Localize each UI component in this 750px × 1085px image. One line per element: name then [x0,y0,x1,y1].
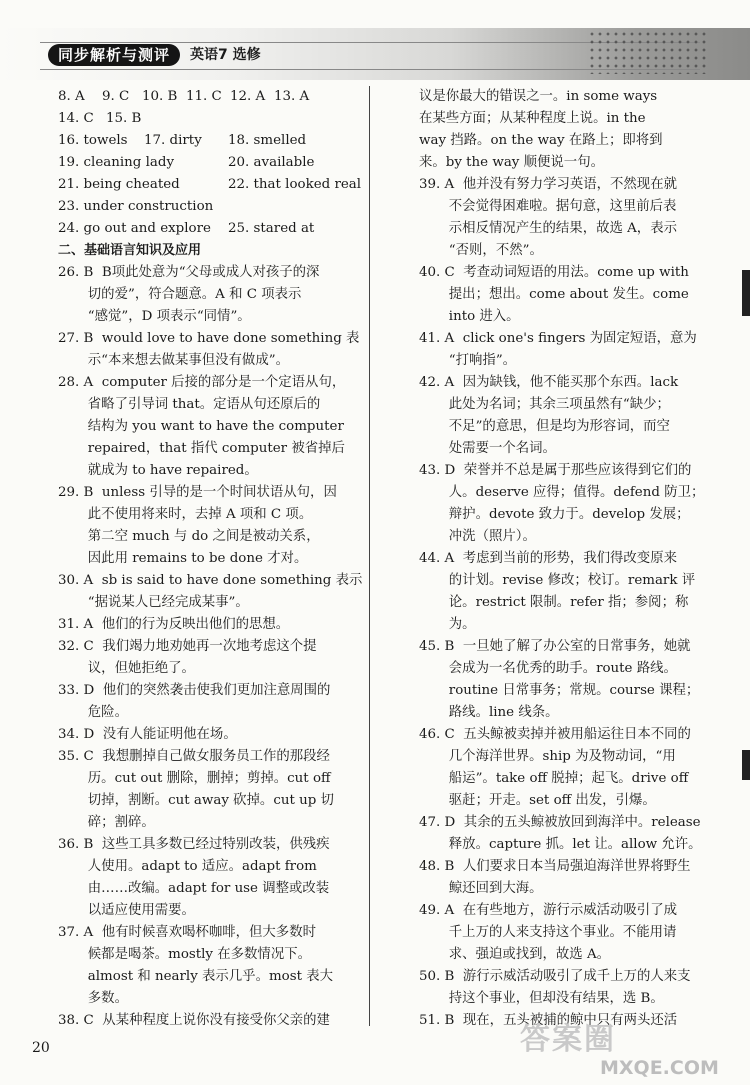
text-line: 冲洗（照片）。 [419,529,536,544]
text-line: 32. C 我们竭力地劝她再一次地考虑这个提 [58,639,317,654]
text-line: 31. A 他们的行为反映出他们的思想。 [58,617,290,632]
text-line: 36. B 这些工具多数已经过特别改装，供残疾 [58,837,330,852]
text-line: 由……改编。adapt for use 调整或改装 [58,881,330,896]
text-line: 就成为 to have repaired。 [58,463,258,478]
answer-item: 13. A [274,89,310,104]
section-heading: 二、基础语言知识及应用 [58,243,202,258]
edge-mark [742,750,750,780]
text-line: 因此用 remains to be done 才对。 [58,551,308,566]
answer-item: 14. C [58,111,94,126]
text-line: 切掉，割断。cut away 砍掉。cut up 切 [58,793,334,808]
book-title: 同步解析与测评 [48,44,180,66]
text-line: into 进入。 [419,309,520,324]
text-line: “打响指”。 [419,353,517,368]
answer-item: 8. A [58,89,85,104]
text-line: 40. C 考查动词短语的用法。come up with [419,265,689,280]
text-line [58,86,354,108]
text-line: 会成为一名优秀的助手。route 路线。 [419,661,677,676]
text-line [58,174,362,196]
text-line: 结构为 you want to have the computer [58,419,344,434]
text-line: 几个海洋世界。ship 为及物动词，“用 [419,749,676,764]
text-line: routine 日常事务；常规。course 课程； [419,683,700,698]
answer-item: 23. under construction [58,199,214,214]
text-line: 不足”的意思，但是均为形容词，而空 [419,419,670,434]
text-line: “感觉”，D 项表示“同情”。 [58,309,251,324]
answer-item: 25. stared at [228,221,315,236]
text-line: 千上万的人来支持这个事业。不能用请 [419,925,677,940]
text-line: 示相反情况产生的结果，故选 A，表示 [419,221,677,236]
text-line [58,196,354,218]
text-line: 候都是喝茶。mostly 在多数情况下。 [58,947,311,962]
text-line: 鲸还回到大海。 [419,881,543,896]
answer-item: 19. cleaning lady [58,155,175,170]
text-line: 27. B would love to have done something 表 [58,331,360,346]
text-line: 碎；割碎。 [58,815,155,830]
text-line: 在某些方面；从某种程度上说。in the [419,111,646,126]
watermark-logo: 答案圈 [520,1022,616,1057]
text-line: 切的爱”，符合题意。A 和 C 项表示 [58,287,302,302]
text-line [58,218,354,240]
column-divider [369,86,370,1026]
subject-label: 英语7 选修 [190,47,261,63]
answer-item: 10. B [142,89,178,104]
text-line: 41. A click one's fingers 为固定短语，意为 [419,331,697,346]
answer-item: 20. available [228,155,315,170]
text-line: 示“本来想去做某事但没有做成”。 [58,353,289,368]
page-number: 20 [32,1040,50,1056]
text-line: 46. C 五头鲸被卖掉并被用船运往日本不同的 [419,727,691,742]
text-line: 第二空 much 与 do 之间是被动关系， [58,529,320,544]
text-line [58,130,354,152]
text-line: 50. B 游行示威活动吸引了成千上万的人来支 [419,969,691,984]
text-line: 为。 [419,617,476,632]
text-line [58,152,354,174]
text-line: 历。cut out 删除，删掉；剪掉。cut off [58,771,331,786]
answer-item: 16. towels [58,133,128,148]
text-line: 30. A sb is said to have done something 表示 [58,573,363,588]
text-line: 38. C 从某种程度上说你没有接受你父亲的建 [58,1013,330,1028]
answer-item: 12. A [230,89,266,104]
watermark-url: MXQE.COM [600,1057,719,1079]
answer-item: 11. C [186,89,222,104]
text-line: 此处为名词；其余三项虽然有“缺少； [419,397,670,412]
answer-item: 22. that looked real [228,177,362,192]
text-line: 人使用。adapt to 适应。adapt from [58,859,317,874]
text-line: 提出；想出。come about 发生。come [419,287,689,302]
text-line: 路线。line 线条。 [419,705,559,720]
text-line: 49. A 在有些地方，游行示威活动吸引了成 [419,903,677,918]
edge-mark [742,270,750,316]
text-line: 34. D 没有人能证明他在场。 [58,727,237,742]
answer-item: 21. being cheated [58,177,180,192]
text-line [58,108,354,130]
text-line: 以适应使用需要。 [58,903,195,918]
text-line: 47. D 其余的五头鲸被放回到海洋中。release [419,815,701,830]
text-line: 驱赶；开走。set off 出发，引爆。 [419,793,656,808]
text-line: 此不使用将来时，去掉 A 项和 C 项。 [58,507,313,522]
text-line: 辩护。devote 致力于。develop 发展； [419,507,690,522]
text-line: 危险。 [58,705,128,720]
text-line: 议是你最大的错误之一。in some ways [419,89,658,104]
text-line: 45. B 一旦她了解了办公室的日常事务，她就 [419,639,691,654]
text-line: “据说某人已经完成某事”。 [58,595,249,610]
text-line: 人。deserve 应得；值得。defend 防卫； [419,485,705,500]
text-line: 来。by the way 顺便说一句。 [419,155,604,170]
text-line: 37. A 他有时候喜欢喝杯咖啡，但大多数时 [58,925,316,940]
header-dot-pattern [588,30,708,74]
right-column [419,86,709,1032]
answer-item: 24. go out and explore [58,221,211,236]
text-line: 船运”。take off 脱掉；起飞。drive off [419,771,689,786]
text-line: 42. A 因为缺钱，他不能买那个东西。lack [419,375,679,390]
text-line: 43. D 荣誉并不总是属于那些应该得到它们的 [419,463,692,478]
text-line: 39. A 他并没有努力学习英语，不然现在就 [419,177,677,192]
text-line: 48. B 人们要求日本当局强迫海洋世界将野生 [419,859,691,874]
answer-item: 18. smelled [228,133,307,148]
text-line: almost 和 nearly 表示几乎。most 表大 [58,969,334,984]
text-line: 的计划。revise 修改；校订。remark 评 [419,573,696,588]
text-line: 35. C 我想删掉自己做女服务员工作的那段经 [58,749,330,764]
text-line: 51. B 现在，五头被捕的鲸中只有两头还活 [419,1013,678,1028]
text-line: 33. D 他们的突然袭击使我们更加注意周围的 [58,683,331,698]
text-line: 处需要一个名词。 [419,441,556,456]
text-line: 不会觉得困难啦。据句意，这里前后表 [419,199,677,214]
text-line: 省略了引导词 that。定语从句还原后的 [58,397,321,412]
text-line: way 挡路。on the way 在路上；即将到 [419,133,663,148]
text-line: 持这个事业，但却没有结果，选 B。 [419,991,664,1006]
text-line: 44. A 考虑到当前的形势，我们得改变原来 [419,551,677,566]
text-line: 释放。capture 抓。let 让。allow 允许。 [419,837,702,852]
text-line: 议，但她拒绝了。 [58,661,195,676]
answer-item: 15. B [106,111,142,126]
answer-item: 9. C [102,89,130,104]
text-line: 29. B unless 引导的是一个时间状语从句，因 [58,485,337,500]
text-line: 28. A computer 后接的部分是一个定语从句， [58,375,346,390]
text-line: 论。restrict 限制。refer 指；参阅；称 [419,595,689,610]
text-line: “否则，不然”。 [419,243,543,258]
text-line: 求、强迫或找到，故选 A。 [419,947,611,962]
answer-item: 17. dirty [144,133,202,148]
text-line: 多数。 [58,991,128,1006]
left-column [58,86,363,1032]
text-line: repaired，that 指代 computer 被省掉后 [58,441,345,456]
text-line: 26. B B项此处意为“父母或成人对孩子的深 [58,265,320,280]
